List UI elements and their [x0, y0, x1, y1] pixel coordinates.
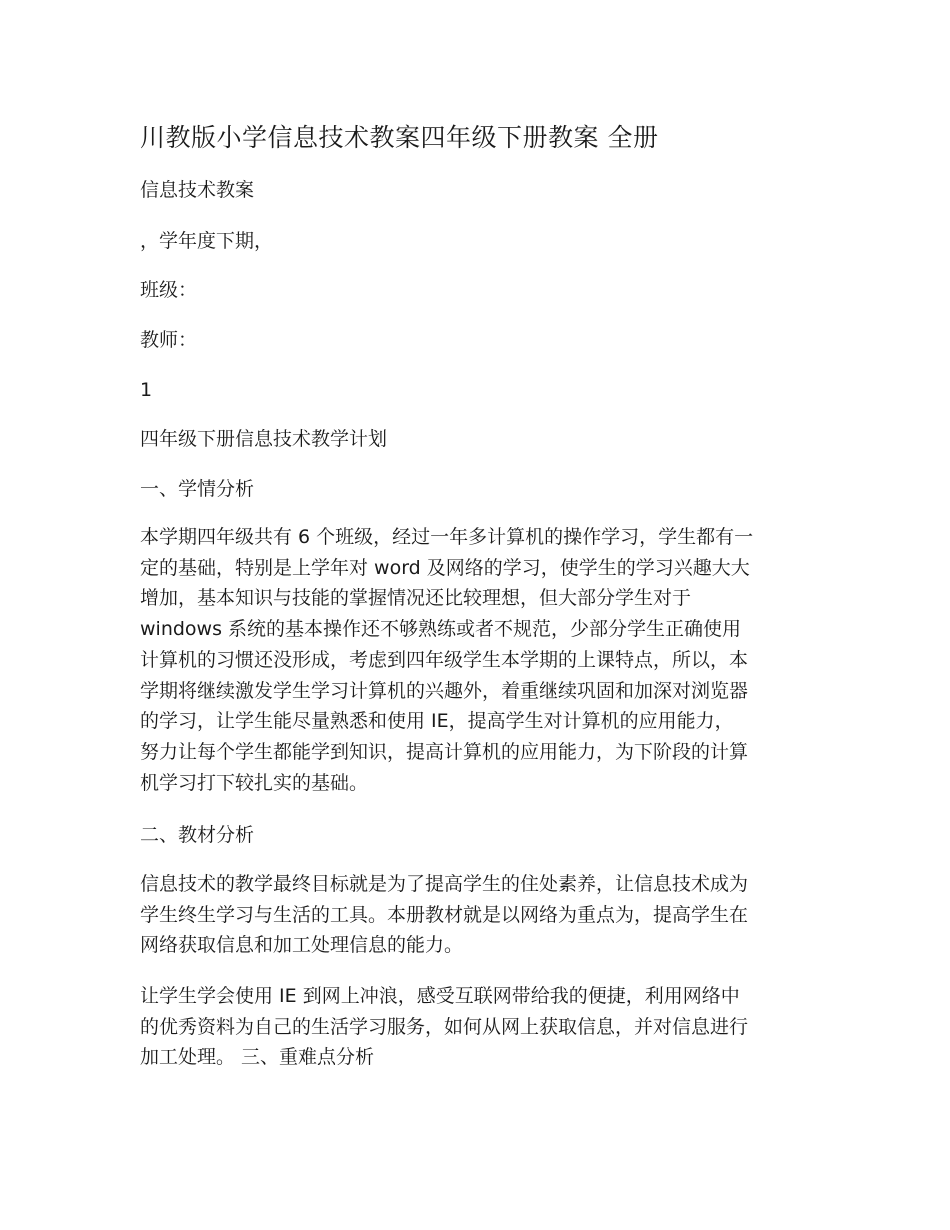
document-title: 川教版小学信息技术教案四年级下册教案 全册	[140, 123, 659, 152]
section1-paragraph: 本学期四年级共有 6 个班级，经过一年多计算机的操作学习，学生都有一 定的基础，特别是上学年对 word 及网络的学习，使学生的学习兴趣大大 增加，基本知识与技能的掌握情况还比较理想，但大部分学生对于 windows 系统的基本操作还不够熟练或者不规范，少部分学生正确使用 计算机的习惯还没形成，考虑到四年级学生本学期的上课特点，所以，本 学期将继续激发学生学习计算机的兴趣外，着重继续巩固和加深对浏览器 的学习，让学生能尽量熟悉和使用 IE，提高学生对计算机的应用能力， 努力让每个学生都能学到知识，提高计算机的应用能力，为下阶段的计算 机学习打下较扎实的基础。	[140, 526, 754, 794]
class-label: 班级：	[140, 279, 198, 301]
page-number: 1	[140, 379, 153, 401]
document-subtitle: 信息技术教案	[140, 179, 255, 201]
section1-heading: 一、学情分析	[140, 478, 255, 500]
term-line: ，学年度下期，	[140, 230, 274, 252]
section2-paragraph-2: 让学生学会使用 IE 到网上冲浪，感受互联网带给我的便捷，利用网络中 的优秀资料为自己的生活学习服务，如何从网上获取信息，并对信息进行 加工处理。 三、重难点分析	[140, 985, 749, 1069]
teacher-label: 教师：	[140, 329, 198, 351]
section2-heading: 二、教材分析	[140, 824, 255, 846]
section2-paragraph: 信息技术的教学最终目标就是为了提高学生的住处素养，让信息技术成为 学生终生学习与生活的工具。本册教材就是以网络为重点为，提高学生在 网络获取信息和加工处理信息的能力。	[140, 873, 749, 957]
plan-title: 四年级下册信息技术教学计划	[140, 428, 388, 450]
